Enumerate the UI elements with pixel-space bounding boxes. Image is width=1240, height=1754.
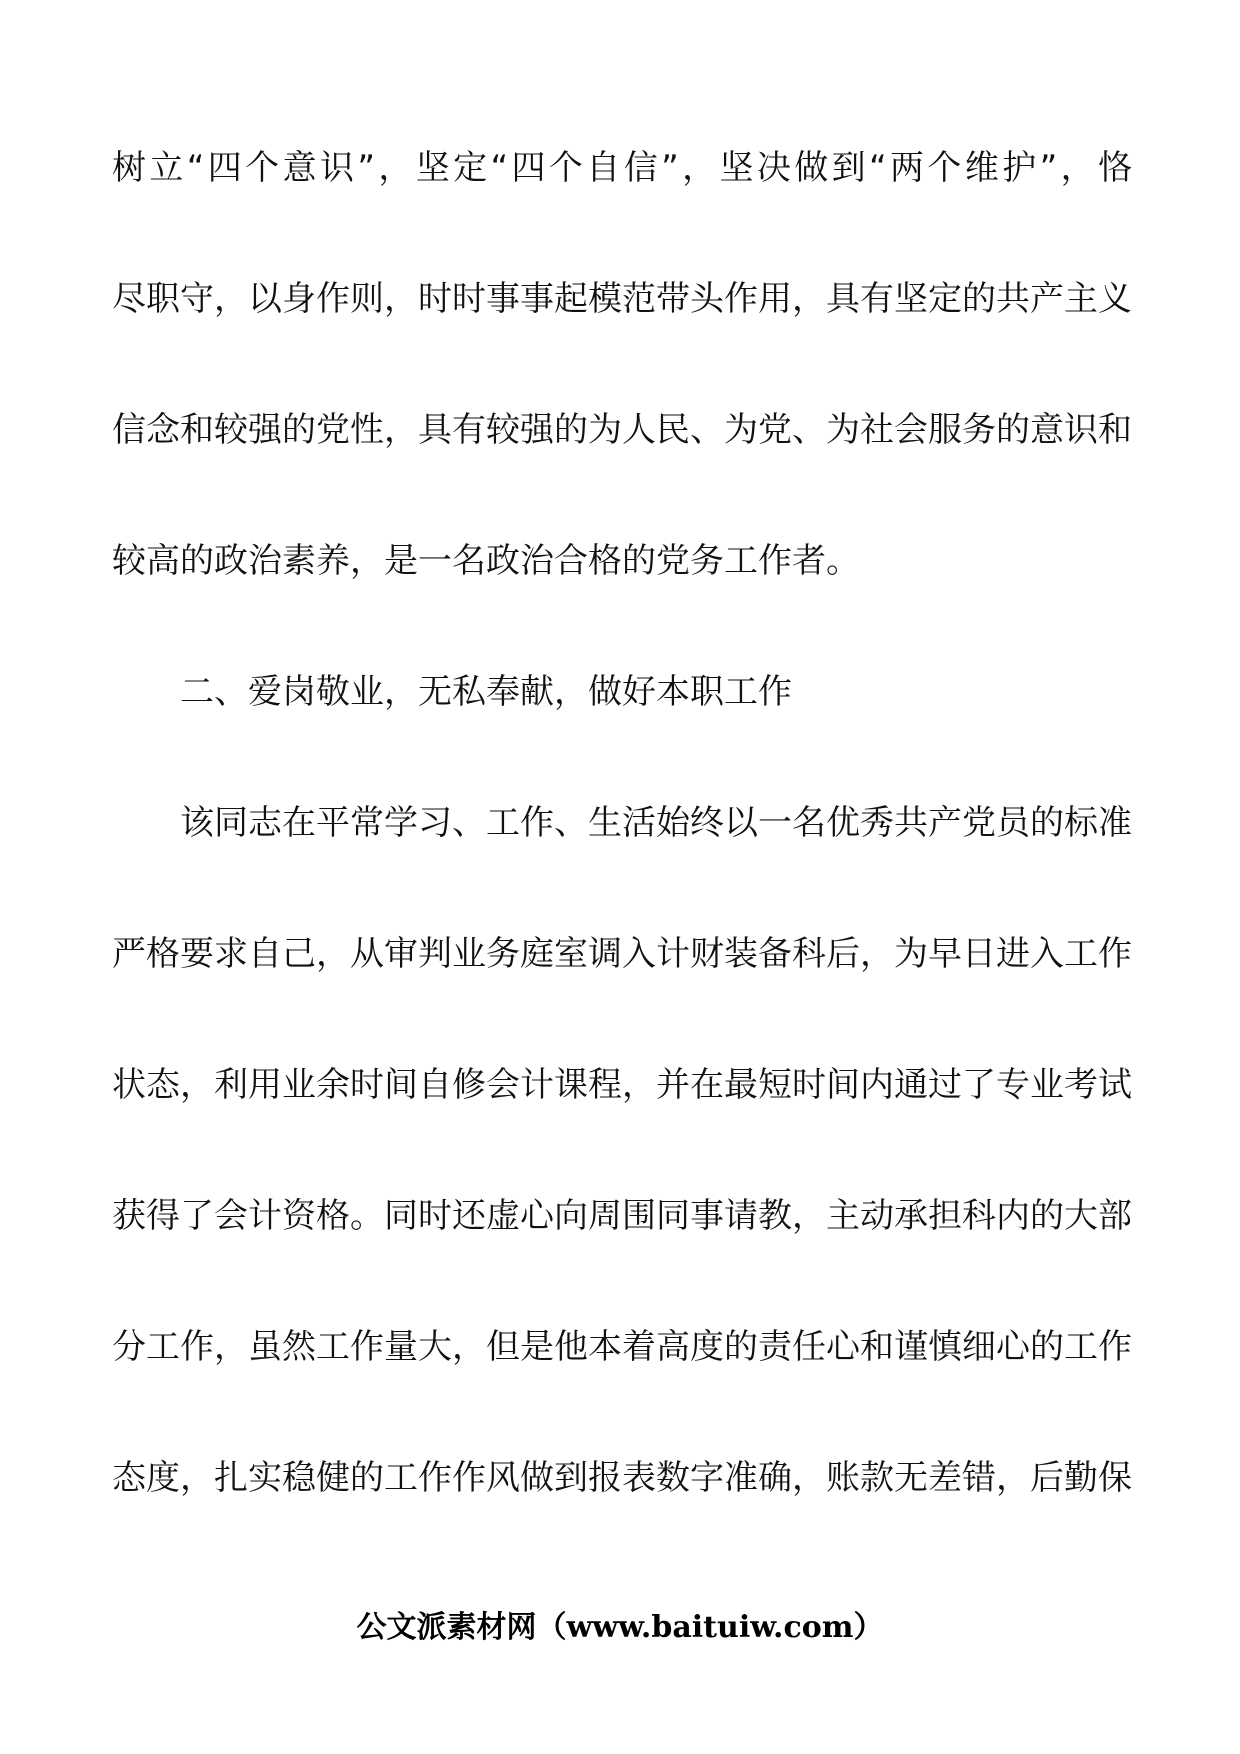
paragraph-line: 树立“四个意识”，坚定“四个自信”，坚决做到“两个维护”，恪 (112, 148, 1132, 188)
document-body (112, 150, 1132, 1591)
paragraph-line: 获得了会计资格。同时还虚心向周围同事请教，主动承担科内的大部 (112, 1196, 1132, 1236)
paragraph-line: 状态，利用业余时间自修会计课程，并在最短时间内通过了专业考试 (112, 1065, 1132, 1105)
page-footer-watermark: 公文派素材网（www.baituiw.com） (356, 1610, 884, 1645)
paragraph-line: 尽职守，以身作则，时时事事起模范带头作用，具有坚定的共产主义 (112, 279, 1132, 319)
paragraph-line: 分工作，虽然工作量大，但是他本着高度的责任心和谨慎细心的工作 (112, 1327, 1132, 1367)
paragraph-line: 严格要求自己，从审判业务庭室调入计财装备科后，为早日进入工作 (112, 934, 1132, 974)
section-heading: 二、爱岗敬业，无私奉献，做好本职工作 (180, 672, 792, 712)
paragraph-line: 态度，扎实稳健的工作作风做到报表数字准确，账款无差错，后勤保 (112, 1458, 1132, 1498)
paragraph-line: 信念和较强的党性，具有较强的为人民、为党、为社会服务的意识和 (112, 410, 1132, 450)
paragraph-line: 较高的政治素养，是一名政治合格的党务工作者。 (112, 541, 860, 581)
paragraph-line: 该同志在平常学习、工作、生活始终以一名优秀共产党员的标准 (180, 803, 1132, 843)
